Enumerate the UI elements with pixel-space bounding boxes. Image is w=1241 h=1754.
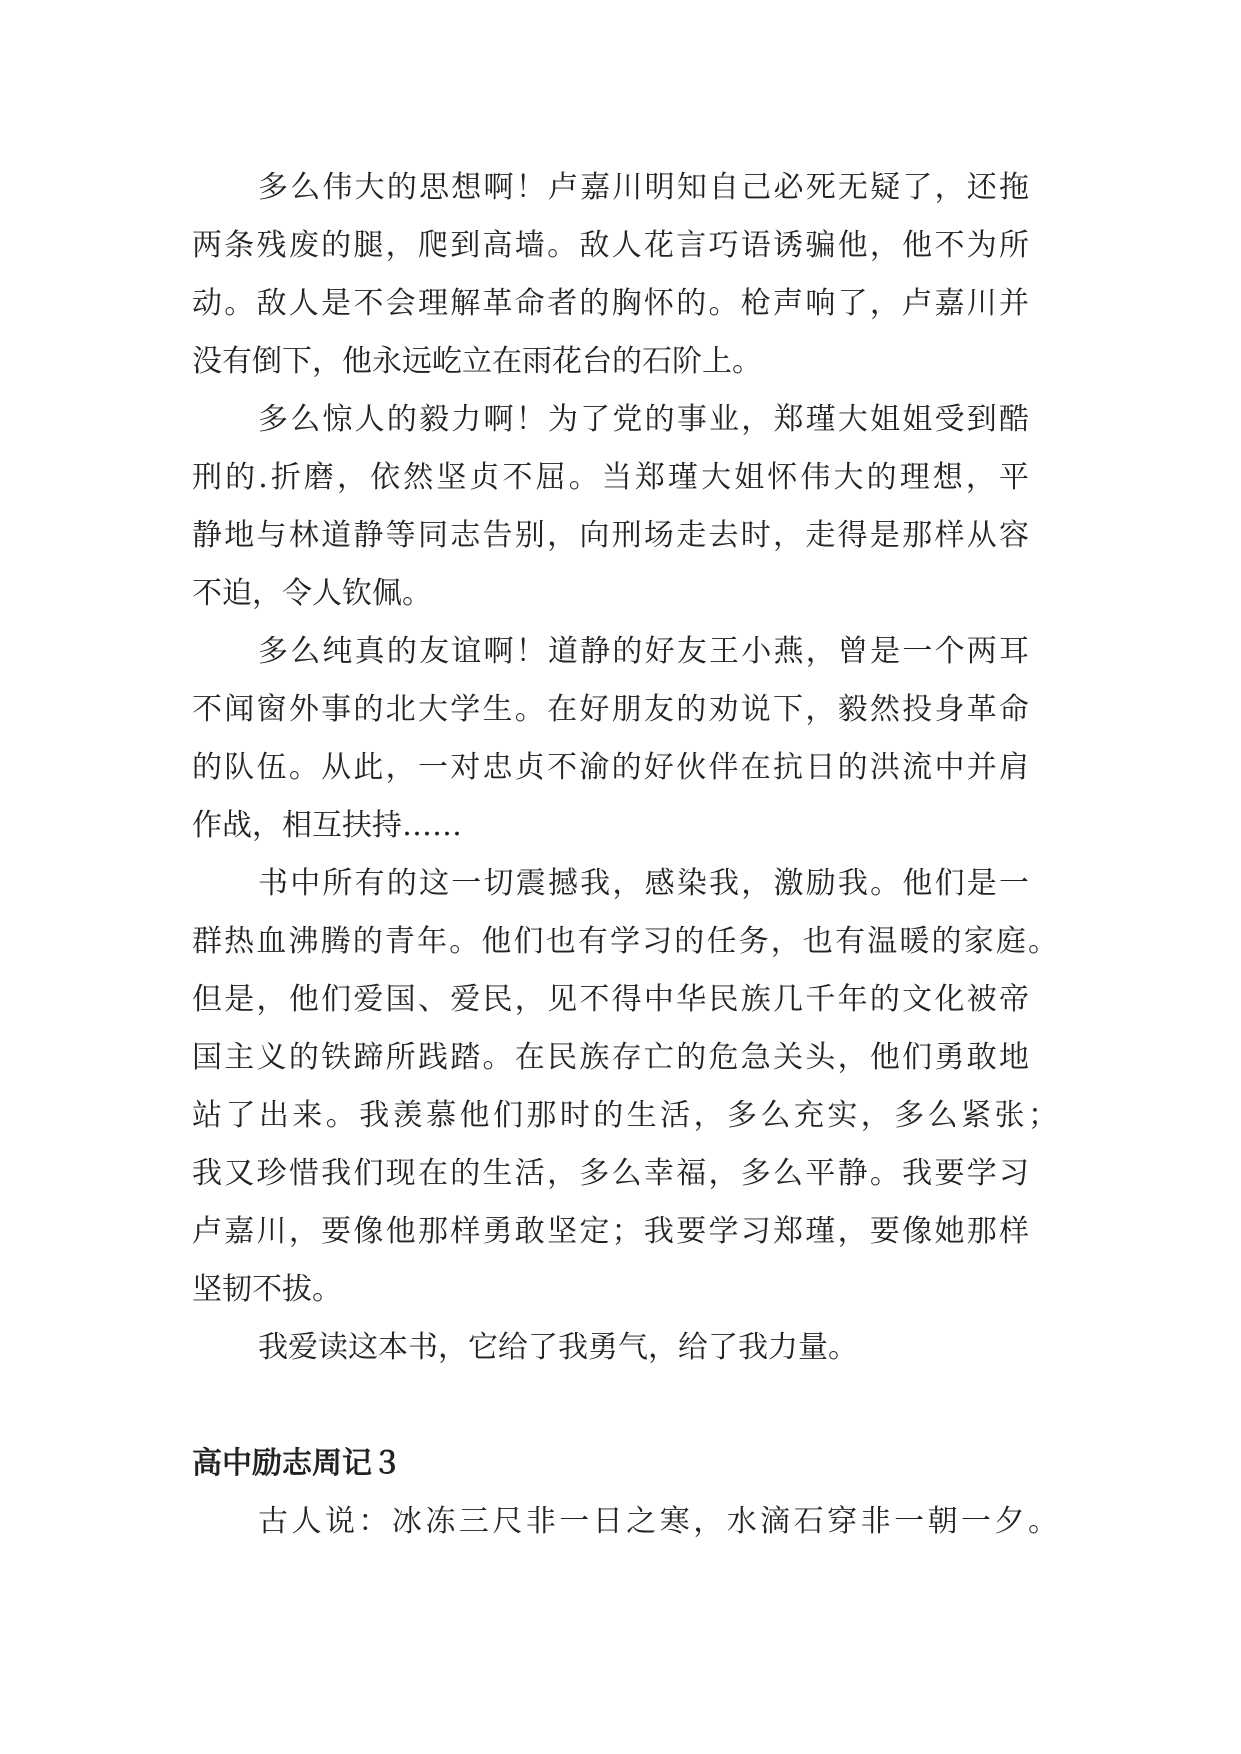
text-line: 卢嘉川，要像他那样勇敢坚定；我要学习郑瑾，要像她那样 bbox=[192, 1214, 1029, 1249]
text-line: 多么伟大的思想啊！卢嘉川明知自己必死无疑了，还拖 bbox=[258, 170, 1029, 205]
text-line: 不闻窗外事的北大学生。在好朋友的劝说下，毅然投身革命 bbox=[192, 692, 1029, 727]
text-line: 国主义的铁蹄所践踏。在民族存亡的危急关头，他们勇敢地 bbox=[192, 1040, 1029, 1075]
text-line: 书中所有的这一切震撼我，感染我，激励我。他们是一 bbox=[258, 866, 1029, 901]
text-line: 的队伍。从此，一对忠贞不渝的好伙伴在抗日的洪流中并肩 bbox=[192, 750, 1029, 785]
text-line: 群热血沸腾的青年。他们也有学习的任务，也有温暖的家庭。 bbox=[192, 924, 1058, 959]
text-line: 不迫，令人钦佩。 bbox=[192, 576, 432, 611]
text-line: 静地与林道静等同志告别，向刑场走去时，走得是那样从容 bbox=[192, 518, 1029, 553]
text-line: 坚韧不拔。 bbox=[192, 1272, 342, 1307]
text-line: 刑的.折磨，依然坚贞不屈。当郑瑾大姐怀伟大的理想，平 bbox=[192, 460, 1029, 495]
text-line: 动。敌人是不会理解革命者的胸怀的。枪声响了，卢嘉川并 bbox=[192, 286, 1029, 321]
text-line: 我又珍惜我们现在的生活，多么幸福，多么平静。我要学习 bbox=[192, 1156, 1029, 1191]
text-line: 但是，他们爱国、爱民，见不得中华民族几千年的文化被帝 bbox=[192, 982, 1029, 1017]
text-line: 作战，相互扶持…… bbox=[192, 808, 462, 843]
text-line: 没有倒下，他永远屹立在雨花台的石阶上。 bbox=[192, 344, 762, 379]
text-line: 多么惊人的毅力啊！为了党的事业，郑瑾大姐姐受到酷 bbox=[258, 402, 1029, 437]
text-line: 古人说：冰冻三尺非一日之寒，水滴石穿非一朝一夕。 bbox=[258, 1504, 1058, 1539]
text-line: 两条残废的腿，爬到高墙。敌人花言巧语诱骗他，他不为所 bbox=[192, 228, 1029, 263]
text-line: 我爱读这本书，它给了我勇气，给了我力量。 bbox=[258, 1330, 858, 1365]
text-line: 多么纯真的友谊啊！道静的好友王小燕，曾是一个两耳 bbox=[258, 634, 1029, 669]
text-line: 站了出来。我羡慕他们那时的生活，多么充实，多么紧张； bbox=[192, 1098, 1058, 1133]
section-heading: 高中励志周记３ bbox=[192, 1446, 402, 1481]
